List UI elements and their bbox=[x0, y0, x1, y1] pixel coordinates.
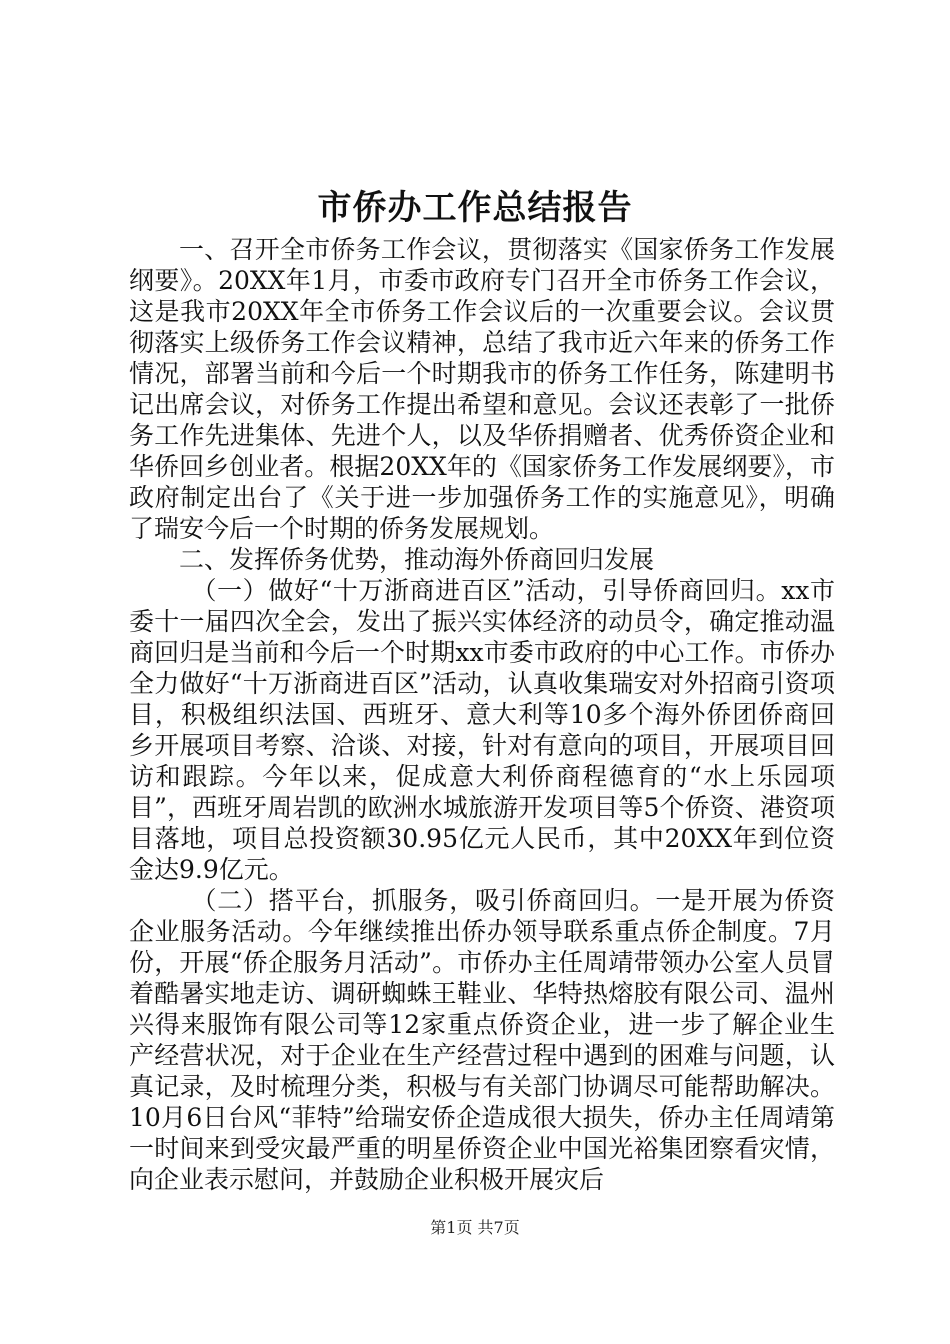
document-body bbox=[129, 234, 835, 1195]
page-footer: 第1页 共7页 bbox=[430, 1218, 520, 1237]
paragraph-1: 一、召开全市侨务工作会议，贯彻落实《国家侨务工作发展纲要》。20XX年1月，市委市政府专门召开全市侨务工作会议，这是我市20XX年全市侨务工作会议后的一次重要会议。会议贯彻落实上级侨务工作会议精神，总结了我市近六年来的侨务工作情况，部署当前和今后一个时期我市的侨务工作任务，陈建明书记出席会议，对侨务工作提出希望和意见。会议还表彰了一批侨务工作先进集体、先进个人，以及华侨捐赠者、优秀侨资企业和华侨回乡创业者。根据20XX年的《国家侨务工作发展纲要》，市政府制定出台了《关于进一步加强侨务工作的实施意见》，明确了瑞安今后一个时期的侨务发展规划。 bbox=[129, 235, 835, 543]
paragraph-2-2: （二）搭平台，抓服务，吸引侨商回归。一是开展为侨资企业服务活动。今年继续推出侨办领导联系重点侨企制度。7月份，开展“侨企服务月活动”。市侨办主任周靖带领办公室人员冒着酷暑实地走访、调研蜘蛛王鞋业、华特热熔胶有限公司、温州兴得来服饰有限公司等12家重点侨资企业，进一步了解企业生产经营状况，对于企业在生产经营过程中遇到的困难与问题，认真记录，及时梳理分类，积极与有关部门协调尽可能帮助解决。10月6日台风“菲特”给瑞安侨企造成很大损失，侨办主任周靖第一时间来到受灾最严重的明星侨资企业中国光裕集团察看灾情，向企业表示慰问，并鼓励企业积极开展灾后 bbox=[129, 886, 835, 1194]
page-title: 市侨办工作总结报告 bbox=[317, 188, 633, 228]
paragraph-2-1: （一）做好“十万浙商进百区”活动，引导侨商回归。xx市委十一届四次全会，发出了振兴实体经济的动员令，确定推动温商回归是当前和今后一个时期xx市委市政府的中心工作。市侨办全力做好“十万浙商进百区”活动，认真收集瑞安对外招商引资项目，积极组织法国、西班牙、意大利等10多个海外侨团侨商回乡开展项目考察、洽谈、对接，针对有意向的项目，开展项目回访和跟踪。今年以来，促成意大利侨商程德育的“水上乐园项目”，西班牙周岩凯的欧洲水城旅游开发项目等5个侨资、港资项目落地，项目总投资额30.95亿元人民币，其中20XX年到位资金达9.9亿元。 bbox=[129, 576, 835, 884]
section-heading-2: 二、发挥侨务优势，推动海外侨商回归发展 bbox=[179, 545, 655, 574]
